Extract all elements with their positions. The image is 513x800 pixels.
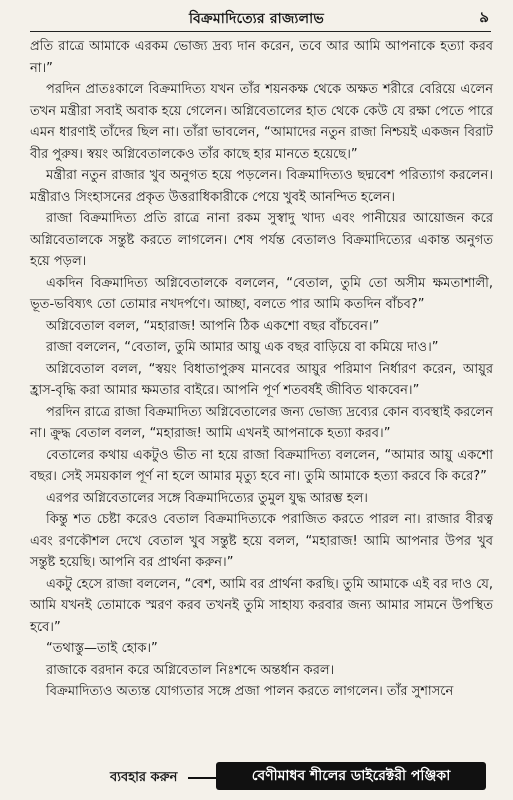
paragraph: একদিন বিক্রমাদিত্য অগ্নিবেতালকে বললেন, “বেতাল, তুমি তো অসীম ক্ষমতাশালী, ভূত-ভবিষ্যৎ তো তোমার নখদর্পণে। আচ্ছা, বলতে পার আমি কতদিন বাঁচব?” [30, 275, 493, 312]
paragraph: প্রতি রাত্রে আমাকে এরকম ভোজ্য দ্রব্য দান করেন, তবে আর আমি আপনাকে হত্যা করব না।” [30, 39, 493, 76]
paragraph: অগ্নিবেতাল বলল, “মহারাজ! আপনি ঠিক একশো বছর বাঁচবেন।” [46, 318, 380, 334]
paragraph: পরদিন প্রাতঃকালে বিক্রমাদিত্য যখন তাঁর শয়নকক্ষ থেকে অক্ষত শরীরে বেরিয়ে এলেন তখন মন্ত্রীরা সবাই অবাক হয়ে গেলেন। অগ্নিবেতালের হাত থেকে কেউ যে রক্ষা পেতে পারে এমন ধারণাই তাঁদের ছিল না। তাঁরা ভাবলেন, “আমাদের নতুন রাজা নিশ্চয়ই একজন বিরাট বীর পুরুষ। স্বয়ং অগ্নিবেতালকেও তাঁর কাছে হার মানতে হয়েছে।” [30, 82, 493, 162]
paragraph: রাজা বললেন, “বেতাল, তুমি আমার আয়ু এক বছর বাড়িয়ে বা কমিয়ে দাও।” [46, 340, 439, 355]
body-text [30, 36, 493, 703]
paragraph: কিন্তু শত চেষ্টা করেও বেতাল বিক্রমাদিত্যকে পরাজিত করতে পারল না। রাজার বীরত্ব এবং রণকৌশল দেখে বেতাল খুব সন্তুষ্ট হয়ে বলল, “মহারাজ! আমি আপনার উপর খুব সন্তুষ্ট হয়েছি। আপনি বর প্রার্থনা করুন।” [30, 512, 493, 570]
paragraph: রাজাকে বরদান করে অগ্নিবেতাল নিঃশব্দে অন্তর্ধান করল। [46, 662, 335, 678]
footer-dash [188, 777, 216, 779]
paragraph: বেতালের কথায় একটুও ভীত না হয়ে রাজা বিক্রমাদিত্য বললেন, “আমার আয়ু একশো বছর। সেই সময়কাল পূর্ণ না হলে আমার মৃত্যু হবে না। তুমি আমাকে হত্যা করবে কি করে?” [30, 447, 493, 484]
paragraph: মন্ত্রীরা নতুন রাজার খুব অনুগত হয়ে পড়লেন। বিক্রমাদিত্যও ছদ্মবেশ পরিত্যাগ করলেন। মন্ত্রীরাও সিংহাসনের প্রকৃত উত্তরাধিকারীকে পেয়ে খুবই আনন্দিত হলেন। [30, 168, 493, 205]
paragraph: পরদিন রাত্রে রাজা বিক্রমাদিত্য অগ্নিবেতালের জন্য ভোজ্য দ্রব্যের কোন ব্যবস্থাই করলেন না। ক্রুদ্ধ বেতাল বলল, “মহারাজ! আমি এখনই আপনাকে হত্যা করব।” [30, 404, 493, 441]
paragraph: অগ্নিবেতাল বলল, “স্বয়ং বিধাতাপুরুষ মানবের আয়ুর পরিমাণ নির্ধারণ করেন, আয়ুর হ্রাস-বৃদ্ধি করা আমার ক্ষমতার বাইরে। আপনি পূর্ণ শতবর্ষই জীবিত থাকবেন।” [30, 361, 493, 398]
footer-lead-text: ব্যবহার করুন [110, 770, 178, 785]
running-title: বিক্রমাদিত্যের রাজ্যলাভ [189, 11, 324, 27]
paragraph: একটু হেসে রাজা বললেন, “বেশ, আমি বর প্রার্থনা করছি। তুমি আমাকে এই বর দাও যে, আমি যখনই তোমাকে স্মরণ করব তখনই তুমি সাহায্য করবার জন্য আমার সামনে উপস্থিত হবে।” [30, 576, 493, 635]
footer-banner: বেণীমাধব শীলের ডাইরেক্টরী পঞ্জিকা [216, 762, 486, 790]
paragraph: বিক্রমাদিত্যও অত্যন্ত যোগ্যতার সঙ্গে প্রজা পালন করতে লাগলেন। তাঁর সুশাসনে [46, 684, 454, 699]
paragraph: রাজা বিক্রমাদিত্য প্রতি রাত্রে নানা রকম সুস্বাদু খাদ্য এবং পানীয়ের আয়োজন করে অগ্নিবেতালকে সন্তুষ্ট করতে লাগলেন। শেষ পর্যন্ত বেতালও বিক্রমাদিত্যের একান্ত অনুগত হয়ে পড়ল। [30, 211, 493, 269]
paragraph: “তথাস্তু—তাই হোক।” [46, 641, 158, 656]
page-number: ৯ [479, 8, 489, 26]
paragraph: এরপর অগ্নিবেতালের সঙ্গে বিক্রমাদিত্যের তুমুল যুদ্ধ আরম্ভ হল। [46, 490, 368, 506]
page-header [0, 0, 513, 32]
page-footer-advert [0, 762, 513, 796]
header-rule [30, 31, 491, 32]
